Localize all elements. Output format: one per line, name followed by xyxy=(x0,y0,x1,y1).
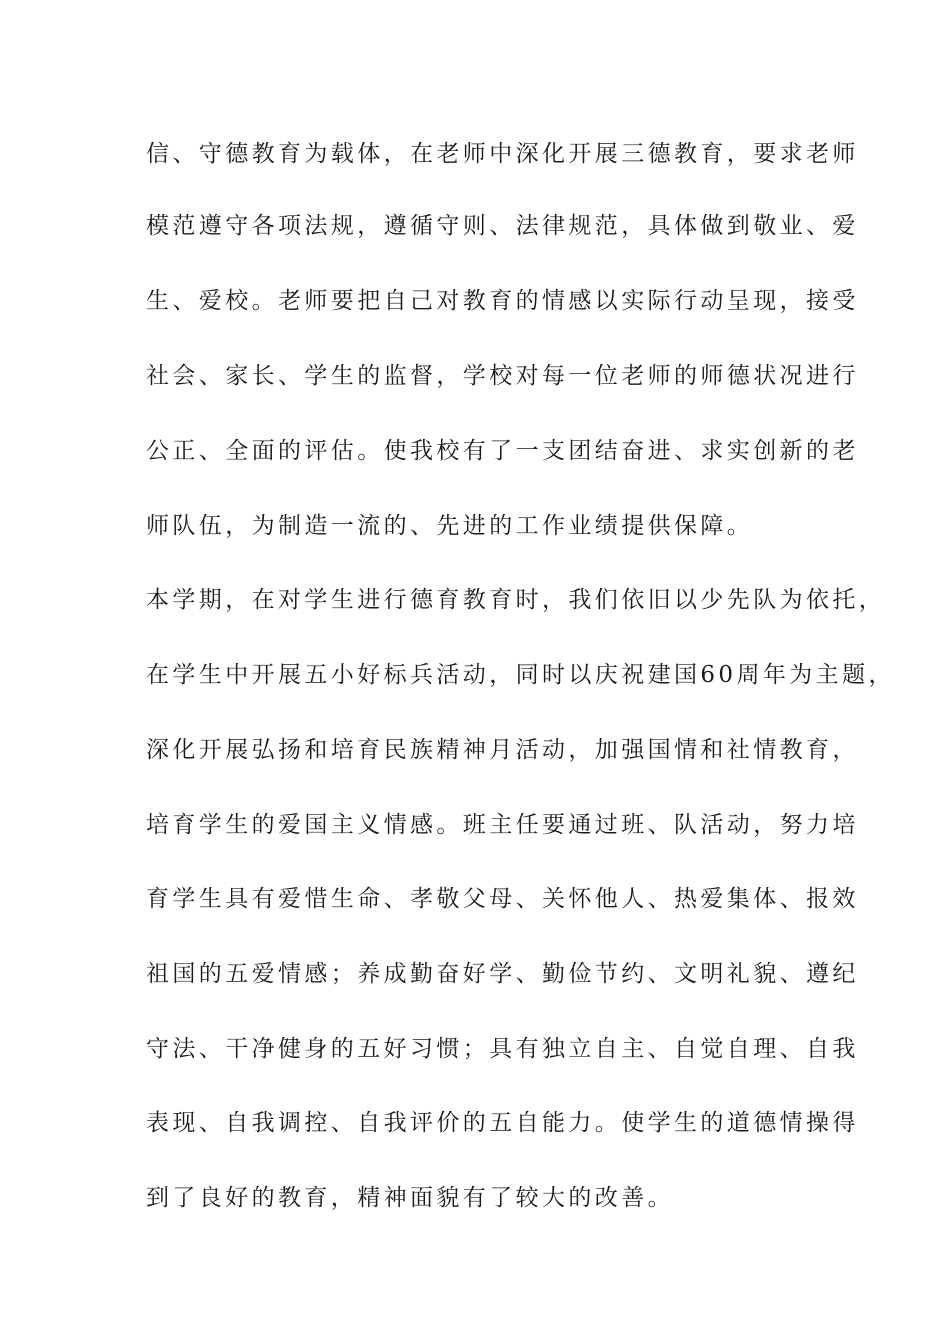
text-line: 公正、全面的评估。使我校有了一支团结奋进、求实创新的老 xyxy=(146,438,859,464)
text-line: 社会、家长、学生的监督，学校对每一位老师的师德状况进行 xyxy=(146,363,859,389)
text-line: 祖国的五爱情感；养成勤奋好学、勤俭节约、文明礼貌、遵纪 xyxy=(146,961,859,987)
text-line: 模范遵守各项法规，遵循守则、法律规范，具体做到敬业、爱 xyxy=(146,213,859,239)
text-line: 育学生具有爱惜生命、孝敬父母、关怀他人、热爱集体、报效 xyxy=(146,886,859,912)
text-line: 到了良好的教育，精神面貌有了较大的改善。 xyxy=(146,1185,674,1211)
text-line: 师队伍，为制造一流的、先进的工作业绩提供保障。 xyxy=(146,513,754,539)
text-line: 信、守德教育为载体，在老师中深化开展三德教育，要求老师 xyxy=(146,141,859,167)
text-line: 深化开展弘扬和培育民族精神月活动，加强国情和社情教育， xyxy=(146,737,859,763)
text-line: 生、爱校。老师要把自己对教育的情感以实际行动呈现，接受 xyxy=(146,288,859,314)
text-line: 本学期，在对学生进行德育教育时，我们依旧以少先队为依托， xyxy=(146,587,886,613)
text-line: 培育学生的爱国主义情感。班主任要通过班、队活动，努力培 xyxy=(146,812,859,838)
text-line: 表现、自我调控、自我评价的五自能力。使学生的道德情操得 xyxy=(146,1110,859,1136)
text-line: 守法、干净健身的五好习惯；具有独立自主、自觉自理、自我 xyxy=(146,1036,859,1062)
text-line: 在学生中开展五小好标兵活动，同时以庆祝建国60周年为主题， xyxy=(146,662,895,688)
